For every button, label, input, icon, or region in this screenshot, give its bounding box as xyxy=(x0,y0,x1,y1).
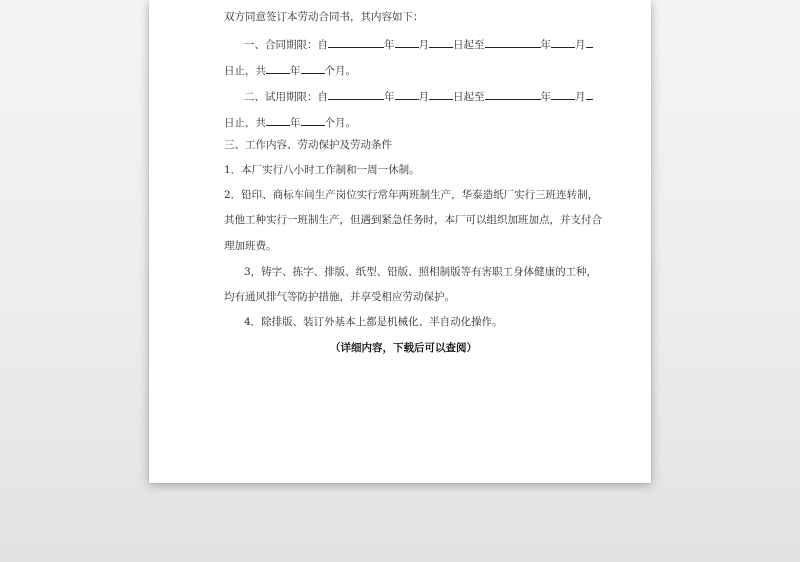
term-day-from: 日起至 xyxy=(453,39,485,51)
probation-start-year-blank[interactable] xyxy=(328,88,384,100)
term-year2-unit: 年 xyxy=(540,39,551,51)
term-start-day-blank[interactable] xyxy=(429,36,453,48)
probation-day-end: 日止，共 xyxy=(224,117,266,129)
probation-line2 xyxy=(224,114,356,130)
probation-month2-unit: 月 xyxy=(575,91,586,103)
item-2-line-3: 理加班费。 xyxy=(224,240,277,252)
probation-year-unit: 年 xyxy=(384,91,395,103)
probation-day-from: 日起至 xyxy=(453,91,485,103)
term-start-year-blank[interactable] xyxy=(328,36,384,48)
probation-line xyxy=(244,88,593,104)
probation-end-month-blank[interactable] xyxy=(551,88,575,100)
term-month2-unit: 月 xyxy=(575,39,586,51)
term-start-month-blank[interactable] xyxy=(395,36,419,48)
probation-year3-unit: 年 xyxy=(290,117,301,129)
probation-total-months-blank[interactable] xyxy=(301,114,325,126)
term-total-years-blank[interactable] xyxy=(266,62,290,74)
term-end-year-blank[interactable] xyxy=(485,36,541,48)
section3-title: 三、工作内容、劳动保护及劳动条件 xyxy=(224,139,392,151)
term-year-unit: 年 xyxy=(384,39,395,51)
probation-month-unit: 月 xyxy=(418,91,429,103)
term-month-unit: 月 xyxy=(418,39,429,51)
term-total-months-blank[interactable] xyxy=(301,62,325,74)
item-2-line-2: 其他工种实行一班制生产，但遇到紧急任务时，本厂可以组织加班加点，并支付合 xyxy=(224,214,602,226)
probation-months-suffix: 个月。 xyxy=(324,117,356,129)
term-year3-unit: 年 xyxy=(290,65,301,77)
item-1: 1．本厂实行八小时工作制和一周一休制。 xyxy=(224,164,420,176)
probation-start-month-blank[interactable] xyxy=(395,88,419,100)
probation-year2-unit: 年 xyxy=(540,91,551,103)
contract-term-label: 一、合同期限：自 xyxy=(244,39,328,51)
term-months-suffix: 个月。 xyxy=(324,65,356,77)
term-end-day-blank[interactable] xyxy=(586,36,593,48)
probation-total-years-blank[interactable] xyxy=(266,114,290,126)
probation-end-year-blank[interactable] xyxy=(485,88,541,100)
contract-term-line2 xyxy=(224,62,356,78)
probation-start-day-blank[interactable] xyxy=(429,88,453,100)
probation-label: 二、试用期限：自 xyxy=(244,91,328,103)
term-day-end: 日止，共 xyxy=(224,65,266,77)
term-end-month-blank[interactable] xyxy=(551,36,575,48)
document-page xyxy=(149,0,651,483)
item-4: 4．除排版、装订外基本上都是机械化、半自动化操作。 xyxy=(244,316,503,328)
intro-text: 双方同意签订本劳动合同书，其内容如下： xyxy=(224,11,424,23)
probation-end-day-blank[interactable] xyxy=(586,88,593,100)
item-3-line-2: 均有通风排气等防护措施，并享受相应劳动保护。 xyxy=(224,291,455,303)
item-3-line-1: 3，铸字、拣字、排版、纸型、铅版、照相制版等有害职工身体健康的工种， xyxy=(244,266,598,278)
download-note: （详细内容，下载后可以查阅） xyxy=(330,342,477,354)
contract-term-line xyxy=(244,36,593,52)
item-2-line-1: 2．铅印、商标车间生产岗位实行常年两班制生产，华泰造纸厂实行三班连转制， xyxy=(224,189,599,201)
